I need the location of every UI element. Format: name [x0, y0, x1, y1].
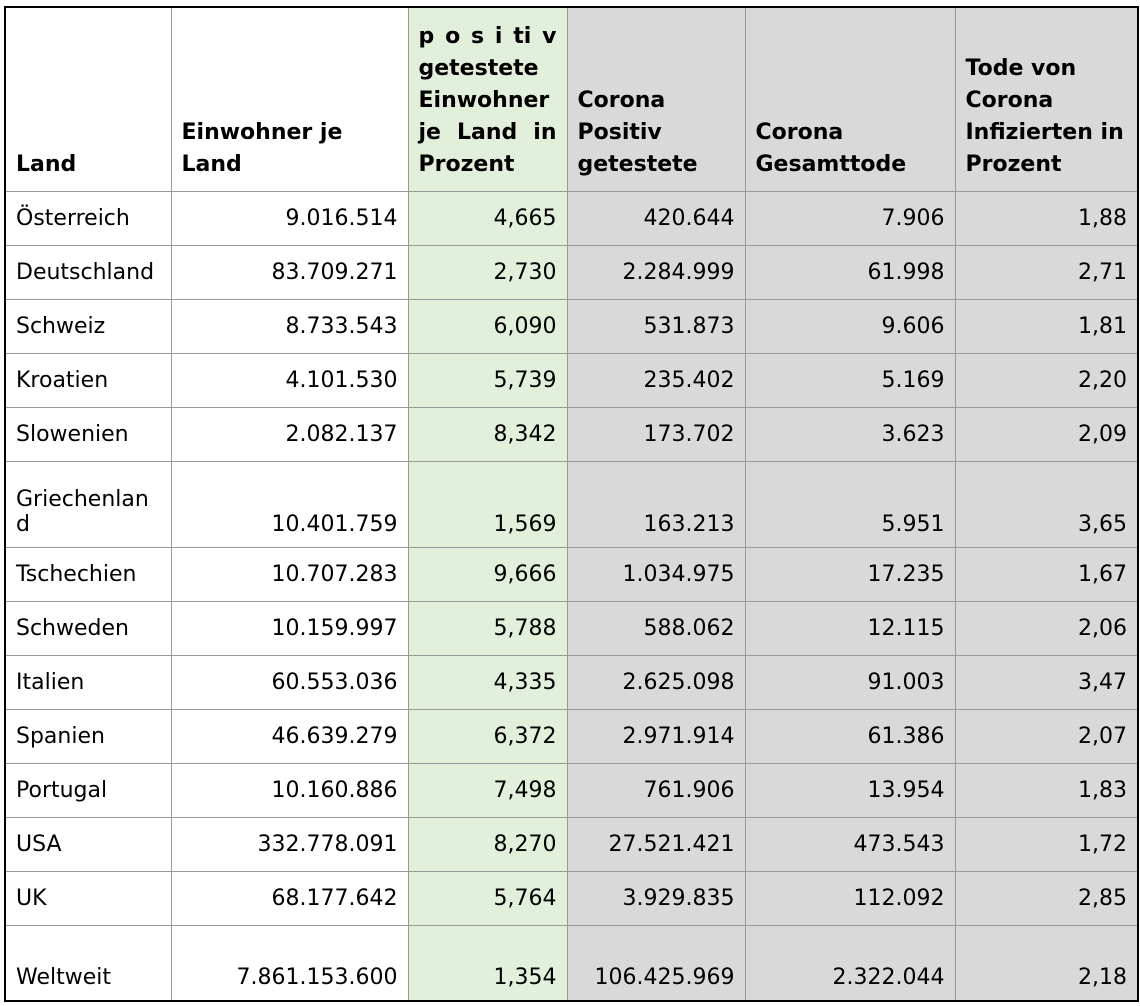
cell-tode-prozent: 1,83: [955, 763, 1138, 817]
cell-positiv-prozent: 9,666: [408, 547, 567, 601]
cell-einwohner: 10.159.997: [171, 601, 408, 655]
cell-tode-prozent: 1,67: [955, 547, 1138, 601]
cell-einwohner: 9.016.514: [171, 191, 408, 245]
cell-positiv: 163.213: [567, 461, 745, 547]
cell-positiv: 2.971.914: [567, 709, 745, 763]
cell-tode: 12.115: [745, 601, 955, 655]
cell-einwohner: 10.160.886: [171, 763, 408, 817]
cell-tode: 2.322.044: [745, 925, 955, 1001]
cell-einwohner: 10.707.283: [171, 547, 408, 601]
cell-tode-prozent: 1,72: [955, 817, 1138, 871]
cell-einwohner: 10.401.759: [171, 461, 408, 547]
cell-positiv: 173.702: [567, 407, 745, 461]
table-row: [5, 245, 1138, 299]
cell-positiv: 2.625.098: [567, 655, 745, 709]
cell-einwohner: 68.177.642: [171, 871, 408, 925]
cell-positiv: 761.906: [567, 763, 745, 817]
cell-positiv: 27.521.421: [567, 817, 745, 871]
table-row: [5, 547, 1138, 601]
cell-positiv-prozent: 6,090: [408, 299, 567, 353]
cell-tode: 5.951: [745, 461, 955, 547]
header-einwohner: Einwohner je Land: [171, 7, 408, 191]
cell-positiv-prozent: 8,270: [408, 817, 567, 871]
table-row: [5, 763, 1138, 817]
cell-positiv: 2.284.999: [567, 245, 745, 299]
table-body: [5, 191, 1138, 1001]
cell-positiv: 106.425.969: [567, 925, 745, 1001]
cell-tode: 17.235: [745, 547, 955, 601]
cell-positiv: 3.929.835: [567, 871, 745, 925]
cell-land: Tschechien: [5, 547, 171, 601]
cell-tode: 61.386: [745, 709, 955, 763]
cell-einwohner: 46.639.279: [171, 709, 408, 763]
table-row: [5, 709, 1138, 763]
table-row: [5, 655, 1138, 709]
cell-land: Spanien: [5, 709, 171, 763]
cell-positiv-prozent: 4,335: [408, 655, 567, 709]
table-row: [5, 353, 1138, 407]
cell-land: Slowenien: [5, 407, 171, 461]
cell-tode: 7.906: [745, 191, 955, 245]
cell-tode: 473.543: [745, 817, 955, 871]
header-positiv: Corona Positiv getestete: [567, 7, 745, 191]
header-positiv-prozent: p o s i ti v getestete Einwohner je Land in Prozent: [408, 7, 567, 191]
cell-land: Griechenland: [5, 461, 171, 547]
table-row: [5, 461, 1138, 547]
corona-table: [4, 6, 1139, 1002]
table-row: [5, 407, 1138, 461]
cell-positiv-prozent: 4,665: [408, 191, 567, 245]
cell-tode-prozent: 2,71: [955, 245, 1138, 299]
cell-positiv-prozent: 5,788: [408, 601, 567, 655]
cell-tode: 9.606: [745, 299, 955, 353]
cell-land: Deutschland: [5, 245, 171, 299]
header-tode: Corona Gesamttode: [745, 7, 955, 191]
table-row: [5, 299, 1138, 353]
cell-tode-prozent: 3,47: [955, 655, 1138, 709]
cell-tode-prozent: 2,18: [955, 925, 1138, 1001]
cell-positiv-prozent: 5,764: [408, 871, 567, 925]
cell-positiv: 531.873: [567, 299, 745, 353]
cell-land: Portugal: [5, 763, 171, 817]
cell-positiv-prozent: 1,569: [408, 461, 567, 547]
cell-land: Schweden: [5, 601, 171, 655]
cell-positiv-prozent: 6,372: [408, 709, 567, 763]
cell-einwohner: 2.082.137: [171, 407, 408, 461]
cell-land: Kroatien: [5, 353, 171, 407]
cell-einwohner: 7.861.153.600: [171, 925, 408, 1001]
cell-tode-prozent: 2,85: [955, 871, 1138, 925]
cell-land: Schweiz: [5, 299, 171, 353]
cell-einwohner: 83.709.271: [171, 245, 408, 299]
header-land: Land: [5, 7, 171, 191]
table-row: [5, 925, 1138, 1001]
cell-tode-prozent: 2,20: [955, 353, 1138, 407]
cell-positiv-prozent: 1,354: [408, 925, 567, 1001]
cell-land: Österreich: [5, 191, 171, 245]
table-row: [5, 191, 1138, 245]
header-row: [5, 7, 1138, 191]
cell-tode-prozent: 3,65: [955, 461, 1138, 547]
cell-positiv-prozent: 7,498: [408, 763, 567, 817]
cell-positiv: 588.062: [567, 601, 745, 655]
cell-tode: 3.623: [745, 407, 955, 461]
table-row: [5, 601, 1138, 655]
cell-einwohner: 332.778.091: [171, 817, 408, 871]
cell-einwohner: 60.553.036: [171, 655, 408, 709]
cell-tode-prozent: 2,07: [955, 709, 1138, 763]
cell-einwohner: 8.733.543: [171, 299, 408, 353]
cell-einwohner: 4.101.530: [171, 353, 408, 407]
cell-land: UK: [5, 871, 171, 925]
cell-tode: 112.092: [745, 871, 955, 925]
header-tode-prozent: Tode von Corona Infizierten in Prozent: [955, 7, 1138, 191]
cell-positiv-prozent: 8,342: [408, 407, 567, 461]
cell-positiv: 420.644: [567, 191, 745, 245]
cell-tode-prozent: 2,06: [955, 601, 1138, 655]
cell-tode: 5.169: [745, 353, 955, 407]
cell-positiv: 1.034.975: [567, 547, 745, 601]
cell-positiv-prozent: 2,730: [408, 245, 567, 299]
cell-tode: 61.998: [745, 245, 955, 299]
cell-tode-prozent: 2,09: [955, 407, 1138, 461]
cell-tode: 13.954: [745, 763, 955, 817]
cell-land: USA: [5, 817, 171, 871]
cell-tode: 91.003: [745, 655, 955, 709]
table-row: [5, 871, 1138, 925]
table-row: [5, 817, 1138, 871]
cell-tode-prozent: 1,88: [955, 191, 1138, 245]
cell-tode-prozent: 1,81: [955, 299, 1138, 353]
cell-positiv: 235.402: [567, 353, 745, 407]
cell-land: Italien: [5, 655, 171, 709]
cell-land: Weltweit: [5, 925, 171, 1001]
cell-positiv-prozent: 5,739: [408, 353, 567, 407]
